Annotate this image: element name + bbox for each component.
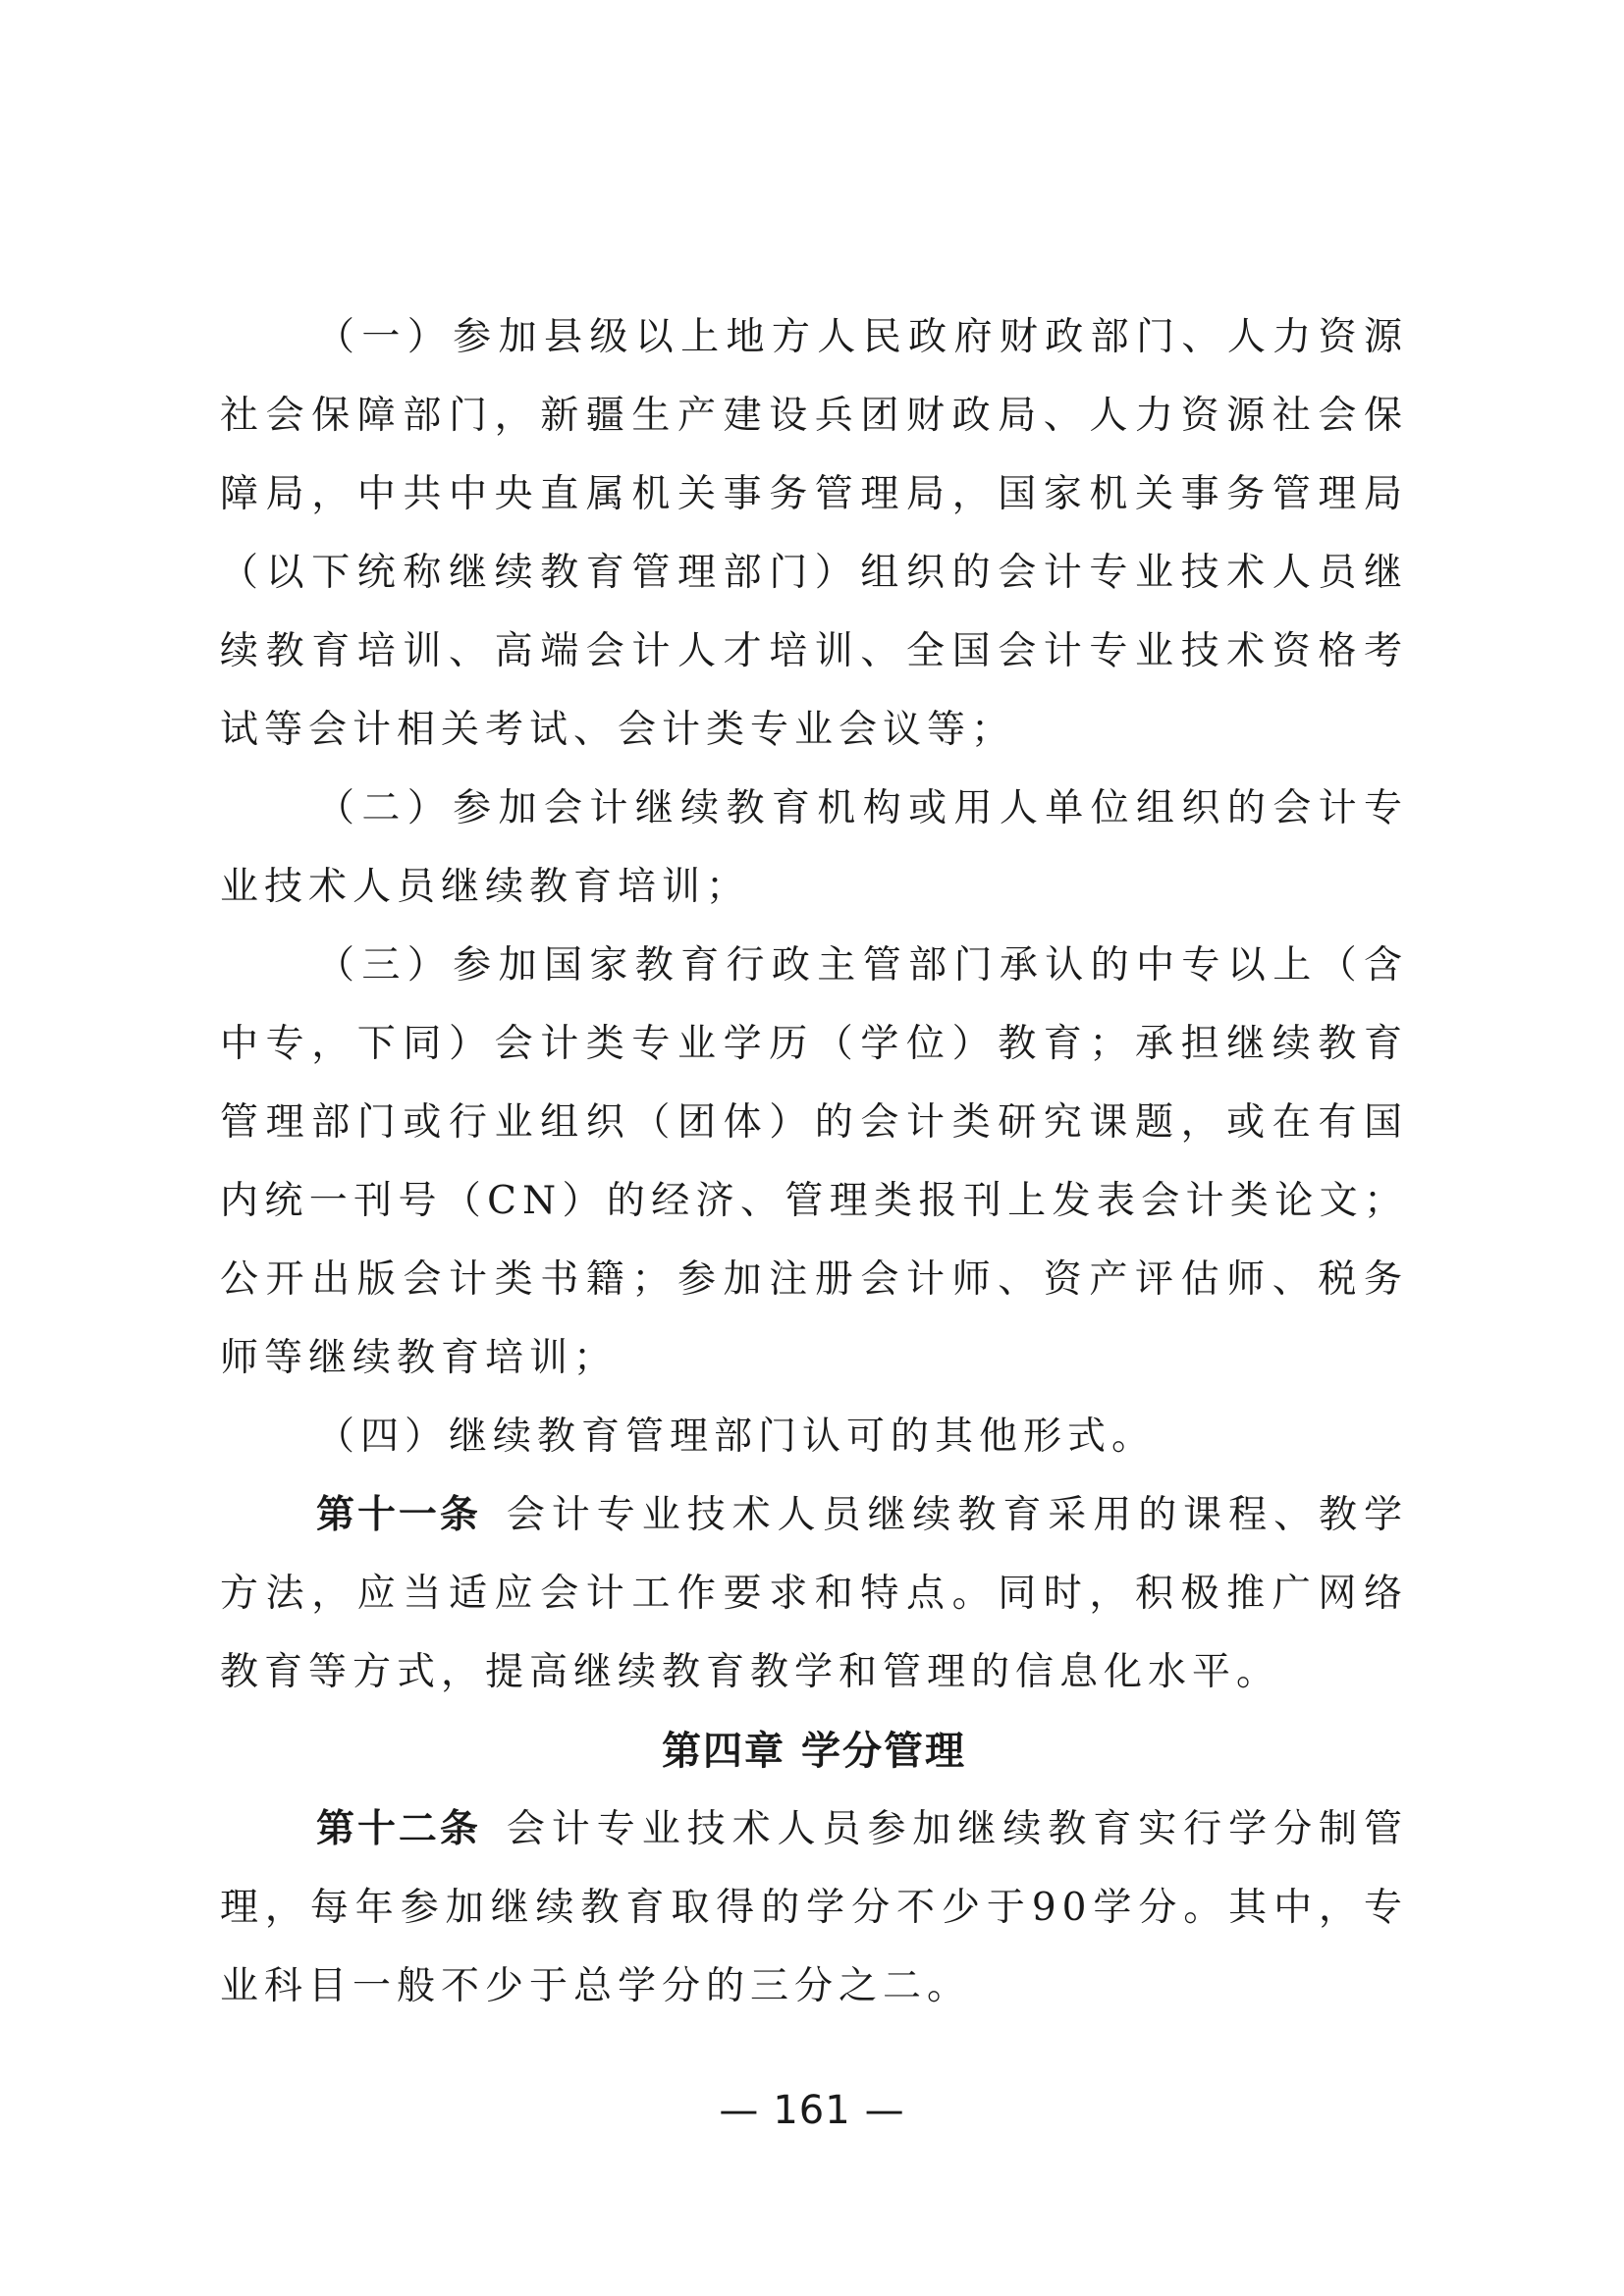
chapter-heading — [220, 1712, 1408, 1790]
chapter-title: 学分管理 — [801, 1729, 966, 1774]
paragraph-item-1: （一）参加县级以上地方人民政府财政部门、人力资源社会保障部门，新疆生产建设兵团财政局、人力资源社会保障局，中共中央直属机关事务管理局，国家机关事务管理局（以下统称继续教育管理部门）组织的会计专业技术人员继续教育培训、高端会计人才培训、全国会计专业技术资格考试等会计相关考试、会计类专业会议等； — [220, 315, 1408, 752]
article-12-text: 会计专业技术人员参加继续教育实行学分制管理，每年参加继续教育取得的学分不少于90学分。其中，专业科目一般不少于总学分的三分之二。 — [220, 1807, 1408, 2008]
paragraph-item-2: （二）参加会计继续教育机构或用人单位组织的会计专业技术人员继续教育培训； — [220, 786, 1408, 909]
paragraph-item-3: （三）参加国家教育行政主管部门承认的中专以上（含中专，下同）会计类专业学历（学位）教育；承担继续教育管理部门或行业组织（团体）的会计类研究课题，或在有国内统一刊号（CN）的经济、管理类报刊上发表会计类论文；公开出版会计类书籍；参加注册会计师、资产评估师、税务师等继续教育培训； — [220, 943, 1408, 1380]
article-11-number: 第十一条 — [316, 1493, 481, 1537]
chapter-number: 第四章 — [662, 1729, 785, 1774]
article-11-text: 会计专业技术人员继续教育采用的课程、教学方法，应当适应会计工作要求和特点。同时，积极推广网络教育等方式，提高继续教育教学和管理的信息化水平。 — [220, 1493, 1408, 1694]
article-12-number: 第十二条 — [316, 1807, 481, 1851]
page-body — [220, 298, 1408, 2026]
footer-dash-left: — — [719, 2088, 760, 2133]
article-11 — [220, 1476, 1408, 1712]
paragraph-item-4: （四）继续教育管理部门认可的其他形式。 — [316, 1415, 1157, 1459]
page-number: 161 — [773, 2088, 851, 2133]
page-footer — [0, 2081, 1624, 2140]
footer-dash-right: — — [864, 2088, 905, 2133]
article-12 — [220, 1790, 1408, 2026]
